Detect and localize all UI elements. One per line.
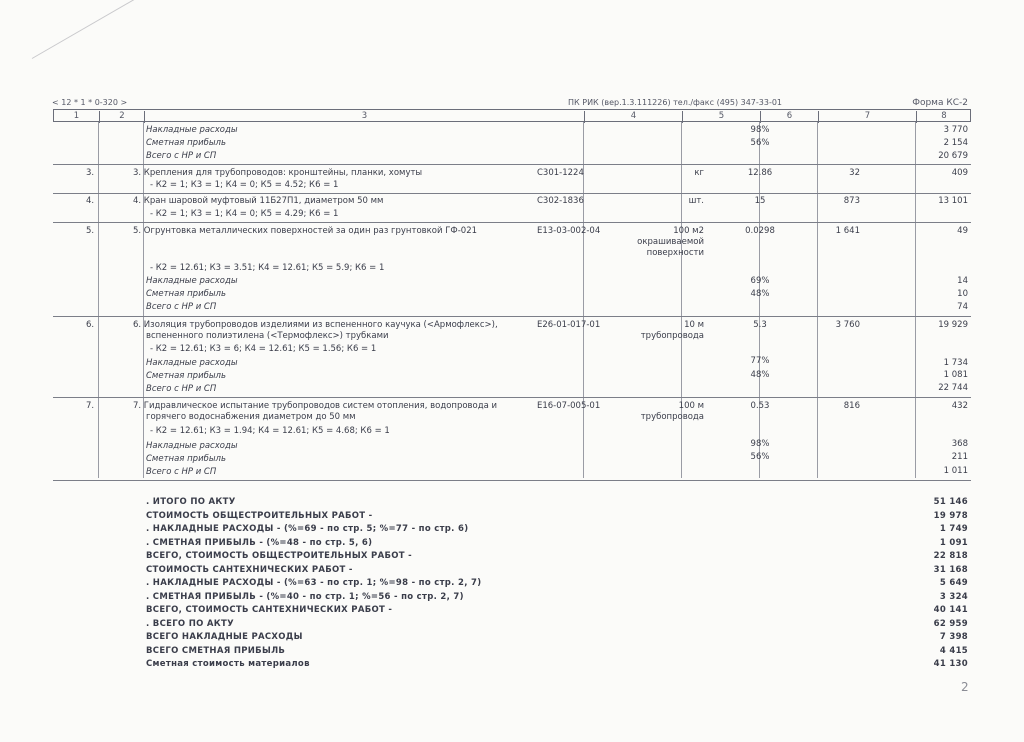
- item-coefficients: - К2 = 12.61; К3 = 6; К4 = 12.61; К5 = 1.56; К6 = 1: [150, 344, 377, 354]
- item-qty: 12.86: [747, 168, 773, 178]
- summary-value: 40 141: [933, 605, 968, 615]
- form-name: Форма КС-2: [912, 98, 968, 108]
- summary-label: Сметная стоимость материалов: [146, 659, 310, 669]
- item-qty: 0.53: [750, 401, 770, 411]
- column-header: 5: [682, 111, 760, 123]
- summary-label: СТОИМОСТЬ САНТЕХНИЧЕСКИХ РАБОТ -: [146, 565, 353, 575]
- summary-value: 5 649: [939, 578, 968, 588]
- profit-total: 211: [951, 452, 968, 462]
- row-separator: [53, 222, 971, 223]
- overhead-total: 14: [957, 276, 968, 286]
- item-price: 3 760: [835, 320, 860, 330]
- summary-value: 19 978: [933, 511, 968, 521]
- summary-label: СТОИМОСТЬ ОБЩЕСТРОИТЕЛЬНЫХ РАБОТ -: [146, 511, 373, 521]
- column-header: 3: [144, 111, 584, 123]
- overhead-label: Накладные расходы: [146, 441, 238, 451]
- subtotal-label: Всего с НР и СП: [146, 467, 217, 477]
- item-price: 32: [849, 168, 860, 178]
- subtotal-total: 22 744: [938, 383, 968, 393]
- subtotal-total: 20 679: [938, 151, 968, 161]
- summary-label: . ИТОГО ПО АКТУ: [146, 497, 236, 507]
- item-code: Е13-03-002-04: [537, 226, 601, 236]
- item-total: 409: [951, 168, 968, 178]
- profit-pct: 56%: [750, 452, 770, 462]
- item-code: С301-1224: [537, 168, 584, 178]
- column-header: 8: [916, 111, 971, 123]
- item-unit: поверхности: [646, 248, 704, 258]
- item-number: 6.: [85, 320, 95, 330]
- column-header: 4: [584, 111, 682, 123]
- item-total: 13 101: [938, 196, 968, 206]
- summary-value: 1 749: [939, 524, 968, 534]
- item-name: 3. Крепления для трубопроводов: кронштейны, планки, хомуты: [133, 168, 423, 178]
- item-unit: кг: [694, 168, 704, 178]
- column-header: 1: [73, 111, 80, 121]
- item-price: 816: [843, 401, 860, 411]
- profit-total: 10: [957, 289, 968, 299]
- profit-label: Сметная прибыль: [146, 289, 226, 299]
- subtotal-total: 1 011: [943, 466, 968, 476]
- subtotal-label: Всего с НР и СП: [146, 302, 217, 312]
- summary-value: 1 091: [939, 538, 968, 548]
- item-price: 873: [843, 196, 860, 206]
- summary-value: 31 168: [933, 565, 968, 575]
- item-number: 3.: [85, 168, 95, 178]
- item-unit: шт.: [688, 196, 704, 206]
- summary-label: . НАКЛАДНЫЕ РАСХОДЫ - (%=63 - по стр. 1; %=98 - по стр. 2, 7): [146, 578, 482, 588]
- summary-value: 41 130: [933, 659, 968, 669]
- item-coefficients: - К2 = 1; К3 = 1; К4 = 0; К5 = 4.52; К6 = 1: [150, 180, 339, 190]
- item-name: 4. Кран шаровой муфтовый 11Б27П1, диаметром 50 мм: [133, 196, 384, 206]
- profit-total: 2 154: [943, 138, 968, 148]
- software-info: ПК РИК (вер.1.3.111226) тел./факс (495) 347-33-01: [568, 98, 783, 107]
- row-separator: [53, 316, 971, 317]
- column-header: 6: [760, 111, 818, 123]
- profit-pct: 48%: [750, 370, 770, 380]
- item-unit: трубопровода: [640, 412, 704, 422]
- item-number: 5.: [85, 226, 95, 236]
- item-qty: 15: [754, 196, 766, 206]
- profit-label: Сметная прибыль: [146, 138, 226, 148]
- item-qty: 5.3: [753, 320, 767, 330]
- summary-label: ВСЕГО, СТОИМОСТЬ ОБЩЕСТРОИТЕЛЬНЫХ РАБОТ -: [146, 551, 412, 561]
- item-coefficients: - К2 = 1; К3 = 1; К4 = 0; К5 = 4.29; К6 = 1: [150, 209, 339, 219]
- overhead-label: Накладные расходы: [146, 125, 238, 135]
- table-bottom-border: [53, 480, 971, 481]
- item-unit: 100 м: [678, 401, 704, 411]
- summary-value: 4 415: [939, 646, 968, 656]
- summary-label: . СМЕТНАЯ ПРИБЫЛЬ - (%=40 - по стр. 1; %=56 - по стр. 2, 7): [146, 592, 464, 602]
- profit-label: Сметная прибыль: [146, 454, 226, 464]
- row-separator: [53, 164, 971, 165]
- item-qty: 0.0298: [745, 226, 775, 236]
- item-name: 7. Гидравлическое испытание трубопроводов систем отопления, водопровода и: [133, 401, 498, 411]
- item-name: горячего водоснабжения диаметром до 50 мм: [146, 412, 356, 422]
- summary-label: ВСЕГО, СТОИМОСТЬ САНТЕХНИЧЕСКИХ РАБОТ -: [146, 605, 393, 615]
- item-number: 4.: [85, 196, 95, 206]
- profit-pct: 48%: [750, 289, 770, 299]
- page-number: 2: [961, 680, 969, 694]
- item-code: Е26-01-017-01: [537, 320, 601, 330]
- item-name: 5. Огрунтовка металлических поверхностей за один раз грунтовкой ГФ-021: [133, 226, 478, 236]
- summary-value: 7 398: [939, 632, 968, 642]
- item-total: 19 929: [938, 320, 968, 330]
- scan-mark: [32, 0, 136, 59]
- item-number: 7.: [85, 401, 95, 411]
- summary-label: . НАКЛАДНЫЕ РАСХОДЫ - (%=69 - по стр. 5; %=77 - по стр. 6): [146, 524, 469, 534]
- item-coefficients: - К2 = 12.61; К3 = 3.51; К4 = 12.61; К5 = 5.9; К6 = 1: [150, 263, 385, 273]
- profit-total: 1 081: [943, 370, 968, 380]
- row-separator: [53, 193, 971, 194]
- overhead-label: Накладные расходы: [146, 276, 238, 286]
- column-header: 7: [818, 111, 916, 123]
- summary-value: 51 146: [933, 497, 968, 507]
- overhead-label: Накладные расходы: [146, 358, 238, 368]
- item-name: 6. Изоляция трубопроводов изделиями из вспененного каучука (<Армофлекс>),: [133, 320, 498, 330]
- overhead-pct: 98%: [750, 125, 770, 135]
- overhead-pct: 77%: [750, 356, 770, 366]
- item-name: вспененного полиэтилена (<Термофлекс>) трубками: [146, 331, 389, 341]
- summary-label: . ВСЕГО ПО АКТУ: [146, 619, 234, 629]
- summary-label: ВСЕГО СМЕТНАЯ ПРИБЫЛЬ: [146, 646, 286, 656]
- item-total: 432: [951, 401, 968, 411]
- item-coefficients: - К2 = 12.61; К3 = 1.94; К4 = 12.61; К5 = 4.68; К6 = 1: [150, 426, 390, 436]
- profit-label: Сметная прибыль: [146, 371, 226, 381]
- subtotal-label: Всего с НР и СП: [146, 384, 217, 394]
- item-unit: 100 м2: [673, 226, 704, 236]
- subtotal-total: 74: [957, 302, 968, 312]
- item-code: С302-1836: [537, 196, 584, 206]
- overhead-total: 368: [951, 439, 968, 449]
- summary-value: 62 959: [933, 619, 968, 629]
- item-unit: окрашиваемой: [637, 237, 704, 247]
- overhead-total: 3 770: [943, 125, 968, 135]
- overhead-pct: 69%: [750, 276, 770, 286]
- subtotal-label: Всего с НР и СП: [146, 151, 217, 161]
- summary-value: 3 324: [939, 592, 968, 602]
- overhead-pct: 98%: [750, 439, 770, 449]
- summary-label: ВСЕГО НАКЛАДНЫЕ РАСХОДЫ: [146, 632, 303, 642]
- summary-label: . СМЕТНАЯ ПРИБЫЛЬ - (%=48 - по стр. 5, 6): [146, 538, 373, 548]
- item-code: Е16-07-005-01: [537, 401, 601, 411]
- column-header-row: [53, 109, 971, 122]
- row-separator: [53, 397, 971, 398]
- doc-code: < 12 * 1 * 0-320 >: [52, 98, 128, 107]
- column-header: 2: [99, 111, 144, 123]
- profit-pct: 56%: [750, 138, 770, 148]
- item-total: 49: [957, 226, 968, 236]
- item-unit: трубопровода: [640, 331, 704, 341]
- summary-value: 22 818: [933, 551, 968, 561]
- item-price: 1 641: [835, 226, 860, 236]
- item-unit: 10 м: [684, 320, 704, 330]
- overhead-total: 1 734: [943, 358, 968, 368]
